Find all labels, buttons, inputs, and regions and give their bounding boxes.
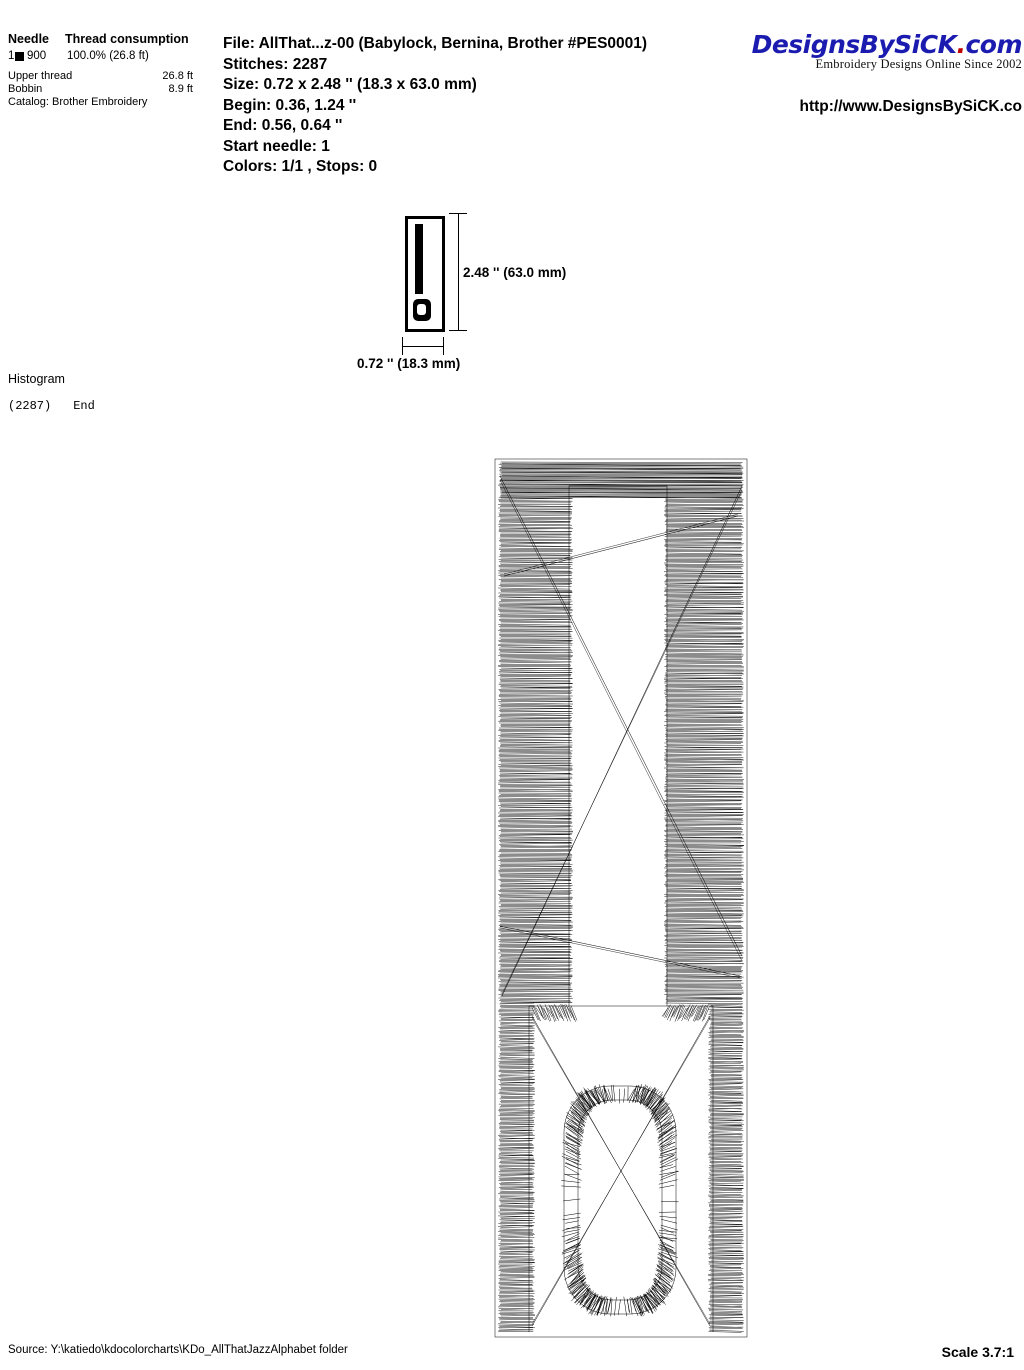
histogram-section xyxy=(8,372,95,413)
histogram-label: End xyxy=(73,399,95,413)
info-colors-stops: Colors: 1/1 , Stops: 0 xyxy=(223,158,378,175)
dimension-line-horizontal xyxy=(402,346,444,347)
info-stitches: Stitches: 2287 xyxy=(223,55,328,73)
dimension-tick-left xyxy=(402,337,403,355)
dimension-label-width: 0.72 '' (18.3 mm) xyxy=(357,356,461,371)
column-header-needle: Needle xyxy=(8,32,49,46)
list-item xyxy=(8,83,193,96)
logo-tagline: Embroidery Designs Online Since 2002 xyxy=(815,57,1022,71)
histogram-title: Histogram xyxy=(8,372,65,386)
stitch-plot xyxy=(492,456,750,1340)
dimension-line-vertical xyxy=(458,213,459,331)
logo-wordmark-dot: . xyxy=(956,30,966,59)
logo-wordmark-main: DesignsBySiCK xyxy=(751,30,957,59)
logo-wordmark xyxy=(712,30,1022,59)
scale-label: Scale 3.7:1 xyxy=(941,1344,1014,1360)
thread-percent: 100.0% (26.8 ft) xyxy=(67,50,149,62)
source-path-label: Source: Y:\katiedo\kdocolorcharts\KDo_AllThatJazzAlphabet folder xyxy=(8,1344,348,1356)
histogram-count: (2287) xyxy=(8,399,52,413)
upper-thread-label: Upper thread xyxy=(8,70,73,82)
info-file: File: AllThat...z-00 (Babylock, Bernina, Brother #PES0001) xyxy=(223,35,648,52)
upper-thread-value: 26.8 ft xyxy=(162,70,193,82)
color-swatch-icon xyxy=(15,52,24,61)
list-item xyxy=(8,399,95,413)
needle-index: 1 xyxy=(8,50,15,62)
thread-code: 900 xyxy=(27,50,47,62)
glyph-dot xyxy=(413,299,431,321)
site-url[interactable]: http://www.DesignsBySiCK.co xyxy=(799,98,1022,115)
table-header-row xyxy=(8,32,218,46)
table-row xyxy=(8,50,218,62)
thread-totals xyxy=(8,70,193,95)
thread-consumption-table xyxy=(8,32,218,108)
bobbin-value: 8.9 ft xyxy=(168,82,193,95)
dimension-tick-right xyxy=(443,337,444,355)
info-begin: Begin: 0.36, 1.24 '' xyxy=(223,96,357,114)
catalog-label: Catalog: Brother Embroidery xyxy=(8,96,148,108)
dimension-label-height: 2.48 '' (63.0 mm) xyxy=(463,265,567,280)
list-item xyxy=(8,70,193,83)
dimension-tick-bottom xyxy=(449,330,467,331)
column-header-thread-consumption: Thread consumption xyxy=(65,32,189,46)
design-info-block xyxy=(223,34,647,178)
dimension-tick-top xyxy=(449,213,467,214)
bobbin-label: Bobbin xyxy=(8,82,43,95)
site-logo xyxy=(712,30,1022,116)
glyph-stem xyxy=(415,224,423,294)
info-end: End: 0.56, 0.64 '' xyxy=(223,117,343,134)
design-preview xyxy=(357,216,567,371)
info-size: Size: 0.72 x 2.48 '' (18.3 x 63.0 mm) xyxy=(223,76,477,93)
logo-wordmark-com: com xyxy=(965,30,1022,59)
stitch-plot-svg xyxy=(492,456,750,1340)
info-start-needle: Start needle: 1 xyxy=(223,137,330,155)
design-bounding-box xyxy=(405,216,445,332)
